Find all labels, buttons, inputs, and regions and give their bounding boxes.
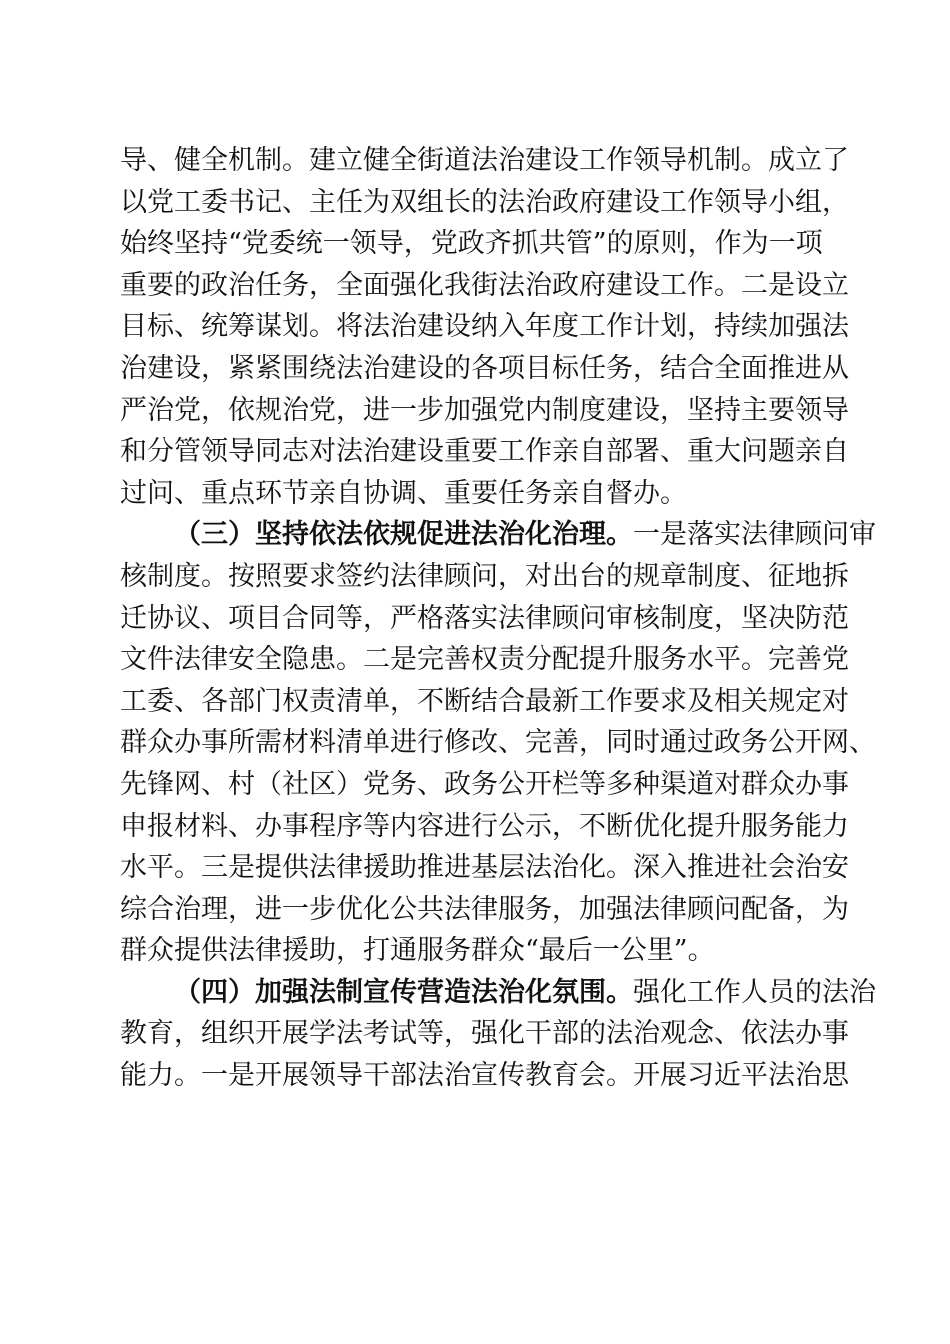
text-line: 目标、统筹谋划。将法治建设纳入年度工作计划，持续加强法 <box>120 311 849 343</box>
text-line: 始终坚持“党委统一领导，党政齐抓共管”的原则，作为一项 <box>120 228 823 260</box>
body-text <box>120 140 876 1097</box>
text-line: 和分管领导同志对法治建设重要工作亲自部署、重大问题亲自 <box>120 436 849 468</box>
paragraph-3 <box>120 972 876 1097</box>
text-line: 工委、各部门权责清单，不断结合最新工作要求及相关规定对 <box>120 685 849 717</box>
text-line: 重要的政治任务，全面强化我街法治政府建设工作。二是设立 <box>120 269 849 301</box>
paragraph-first-line <box>120 972 876 1014</box>
heading-followup-text: 强化工作人员的法治 <box>633 976 876 1008</box>
text-line: 教育，组织开展学法考试等，强化干部的法治观念、依法办事 <box>120 1018 849 1050</box>
text-line: 能力。一是开展领导干部法治宣传教育会。开展习近平法治思 <box>120 1060 849 1092</box>
text-line: 导、健全机制。建立健全街道法治建设工作领导机制。成立了 <box>120 145 849 176</box>
text-line: 先锋网、村（社区）党务、政务公开栏等多种渠道对群众办事 <box>120 768 849 800</box>
text-line: 群众办事所需材料清单进行修改、完善，同时通过政务公开网、 <box>120 727 876 759</box>
paragraph-first-line <box>120 514 876 556</box>
text-line: 治建设，紧紧围绕法治建设的各项目标任务，结合全面推进从 <box>120 352 849 384</box>
text-line: 以党工委书记、主任为双组长的法治政府建设工作领导小组， <box>120 186 849 218</box>
text-line: 群众提供法律援助，打通服务群众“最后一公里”。 <box>120 935 715 967</box>
heading-followup-text: 一是落实法律顾问审 <box>633 519 876 551</box>
text-line: 综合治理，进一步优化公共法律服务，加强法律顾问配备，为 <box>120 893 849 925</box>
text-line: 核制度。按照要求签约法律顾问，对出台的规章制度、征地拆 <box>120 560 849 592</box>
text-line: 严治党，依规治党，进一步加强党内制度建设，坚持主要领导 <box>120 394 849 426</box>
paragraph-1 <box>120 140 849 514</box>
text-line: 水平。三是提供法律援助推进基层法治化。深入推进社会治安 <box>120 852 849 884</box>
text-line: 过问、重点环节亲自协调、重要任务亲自督办。 <box>120 477 687 509</box>
text-line: 申报材料、办事程序等内容进行公示，不断优化提升服务能力 <box>120 810 849 842</box>
paragraph-2 <box>120 514 876 972</box>
section-heading: （三）坚持依法依规促进法治化治理。 <box>174 519 633 551</box>
text-line: 迁协议、项目合同等，严格落实法律顾问审核制度，坚决防范 <box>120 602 849 634</box>
text-line: 文件法律安全隐患。二是完善权责分配提升服务水平。完善党 <box>120 644 849 676</box>
section-heading: （四）加强法制宣传营造法治化氛围。 <box>174 976 633 1008</box>
